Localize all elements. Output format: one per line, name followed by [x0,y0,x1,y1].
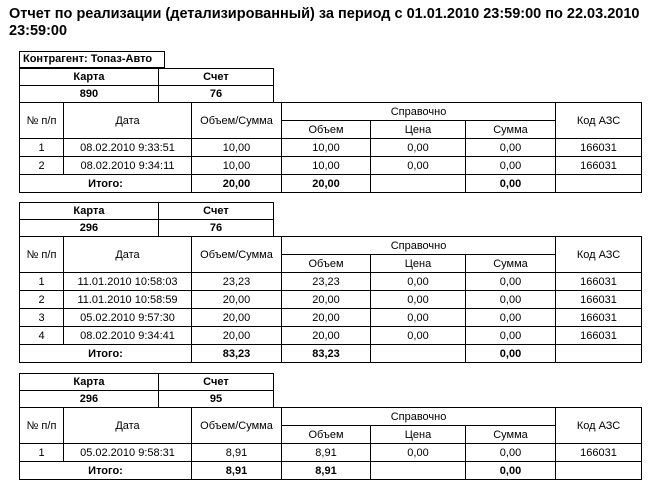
cell-volsum: 20,00 [192,291,282,309]
total-price-empty [371,345,466,363]
cell-volsum: 20,00 [192,327,282,345]
contractor-label: Контрагент: Топаз-Авто [19,51,165,68]
cell-volsum: 20,00 [192,309,282,327]
col-header-sum: Сумма [466,426,556,444]
col-header-azs-code: Код АЗС [556,408,642,444]
cell-volsum: 8,91 [192,444,282,462]
cell-price: 0,00 [371,291,466,309]
cell-volsum: 23,23 [192,273,282,291]
col-header-num: № п/п [20,408,64,444]
total-price-empty [371,175,466,193]
cell-price: 0,00 [371,273,466,291]
cell-volume: 20,00 [282,327,371,345]
table-row [20,291,642,309]
cell-num: 1 [20,444,64,462]
cell-price: 0,00 [371,157,466,175]
cell-volume: 20,00 [282,291,371,309]
cell-volsum: 10,00 [192,139,282,157]
cell-date: 08.02.2010 9:34:41 [64,327,192,345]
cell-date: 05.02.2010 9:58:31 [64,444,192,462]
col-header-volume: Объем [282,426,371,444]
col-header-volume-sum: Объем/Сумма [192,237,282,273]
cell-azs: 166031 [556,273,642,291]
col-header-reference: Справочно [282,237,556,255]
table-row [20,139,642,157]
col-header-num: № п/п [20,103,64,139]
cell-price: 0,00 [371,139,466,157]
cell-azs: 166031 [556,139,642,157]
card-number: 890 [20,86,159,103]
account-number: 95 [158,391,273,408]
cell-sum: 0,00 [466,309,556,327]
col-header-price: Цена [371,255,466,273]
table-row [20,309,642,327]
col-header-price: Цена [371,426,466,444]
transactions-table [19,102,642,193]
account-number: 76 [158,86,273,103]
total-label: Итого: [20,462,192,480]
col-header-date: Дата [64,237,192,273]
total-volume: 83,23 [282,345,371,363]
total-sum: 0,00 [466,462,556,480]
cell-sum: 0,00 [466,327,556,345]
card-header: Карта [20,203,159,220]
total-volume-sum: 83,23 [192,345,282,363]
total-volume: 8,91 [282,462,371,480]
cell-volsum: 10,00 [192,157,282,175]
cell-date: 11.01.2010 10:58:59 [64,291,192,309]
col-header-volume-sum: Объем/Сумма [192,408,282,444]
cell-num: 3 [20,309,64,327]
cell-num: 2 [20,157,64,175]
cell-azs: 166031 [556,444,642,462]
col-header-volume: Объем [282,255,371,273]
card-number: 296 [20,220,159,237]
col-header-azs-code: Код АЗС [556,237,642,273]
cell-num: 1 [20,139,64,157]
card-section [19,68,642,193]
report-title: Отчет по реализации (детализированный) за период с 01.01.2010 23:59:00 по 22.03.2010 23:59:00 [9,6,640,39]
total-price-empty [371,462,466,480]
account-header: Счет [158,374,273,391]
card-header: Карта [20,69,159,86]
col-header-reference: Справочно [282,103,556,121]
card-account-table [19,68,274,103]
col-header-num: № п/п [20,237,64,273]
cell-volume: 10,00 [282,139,371,157]
col-header-sum: Сумма [466,255,556,273]
cell-azs: 166031 [556,157,642,175]
total-label: Итого: [20,345,192,363]
cell-date: 08.02.2010 9:33:51 [64,139,192,157]
card-number: 296 [20,391,159,408]
card-section [19,373,642,480]
total-sum: 0,00 [466,175,556,193]
cell-azs: 166031 [556,309,642,327]
total-volume: 20,00 [282,175,371,193]
total-azs-empty [556,345,642,363]
table-row [20,157,642,175]
total-volume-sum: 8,91 [192,462,282,480]
col-header-date: Дата [64,103,192,139]
total-azs-empty [556,462,642,480]
col-header-volume: Объем [282,121,371,139]
card-section [19,202,642,363]
col-header-date: Дата [64,408,192,444]
cell-volume: 8,91 [282,444,371,462]
cell-sum: 0,00 [466,273,556,291]
totals-row [20,175,642,193]
cell-num: 2 [20,291,64,309]
col-header-price: Цена [371,121,466,139]
cell-sum: 0,00 [466,444,556,462]
cell-num: 1 [20,273,64,291]
cell-sum: 0,00 [466,157,556,175]
table-row [20,273,642,291]
table-row [20,327,642,345]
cell-azs: 166031 [556,327,642,345]
cell-date: 08.02.2010 9:34:11 [64,157,192,175]
total-label: Итого: [20,175,192,193]
transactions-table [19,407,642,480]
account-header: Счет [158,69,273,86]
cell-azs: 166031 [556,291,642,309]
totals-row [20,462,642,480]
totals-row [20,345,642,363]
card-account-table [19,373,274,408]
cell-volume: 23,23 [282,273,371,291]
cell-price: 0,00 [371,327,466,345]
cell-date: 11.01.2010 10:58:03 [64,273,192,291]
total-volume-sum: 20,00 [192,175,282,193]
cell-volume: 20,00 [282,309,371,327]
table-row [20,444,642,462]
cell-price: 0,00 [371,444,466,462]
col-header-sum: Сумма [466,121,556,139]
cell-sum: 0,00 [466,291,556,309]
card-header: Карта [20,374,159,391]
cell-volume: 10,00 [282,157,371,175]
cell-price: 0,00 [371,309,466,327]
total-azs-empty [556,175,642,193]
card-account-table [19,202,274,237]
cell-sum: 0,00 [466,139,556,157]
col-header-volume-sum: Объем/Сумма [192,103,282,139]
cell-date: 05.02.2010 9:57:30 [64,309,192,327]
transactions-table [19,236,642,363]
account-number: 76 [158,220,273,237]
account-header: Счет [158,203,273,220]
cell-num: 4 [20,327,64,345]
col-header-reference: Справочно [282,408,556,426]
total-sum: 0,00 [466,345,556,363]
col-header-azs-code: Код АЗС [556,103,642,139]
